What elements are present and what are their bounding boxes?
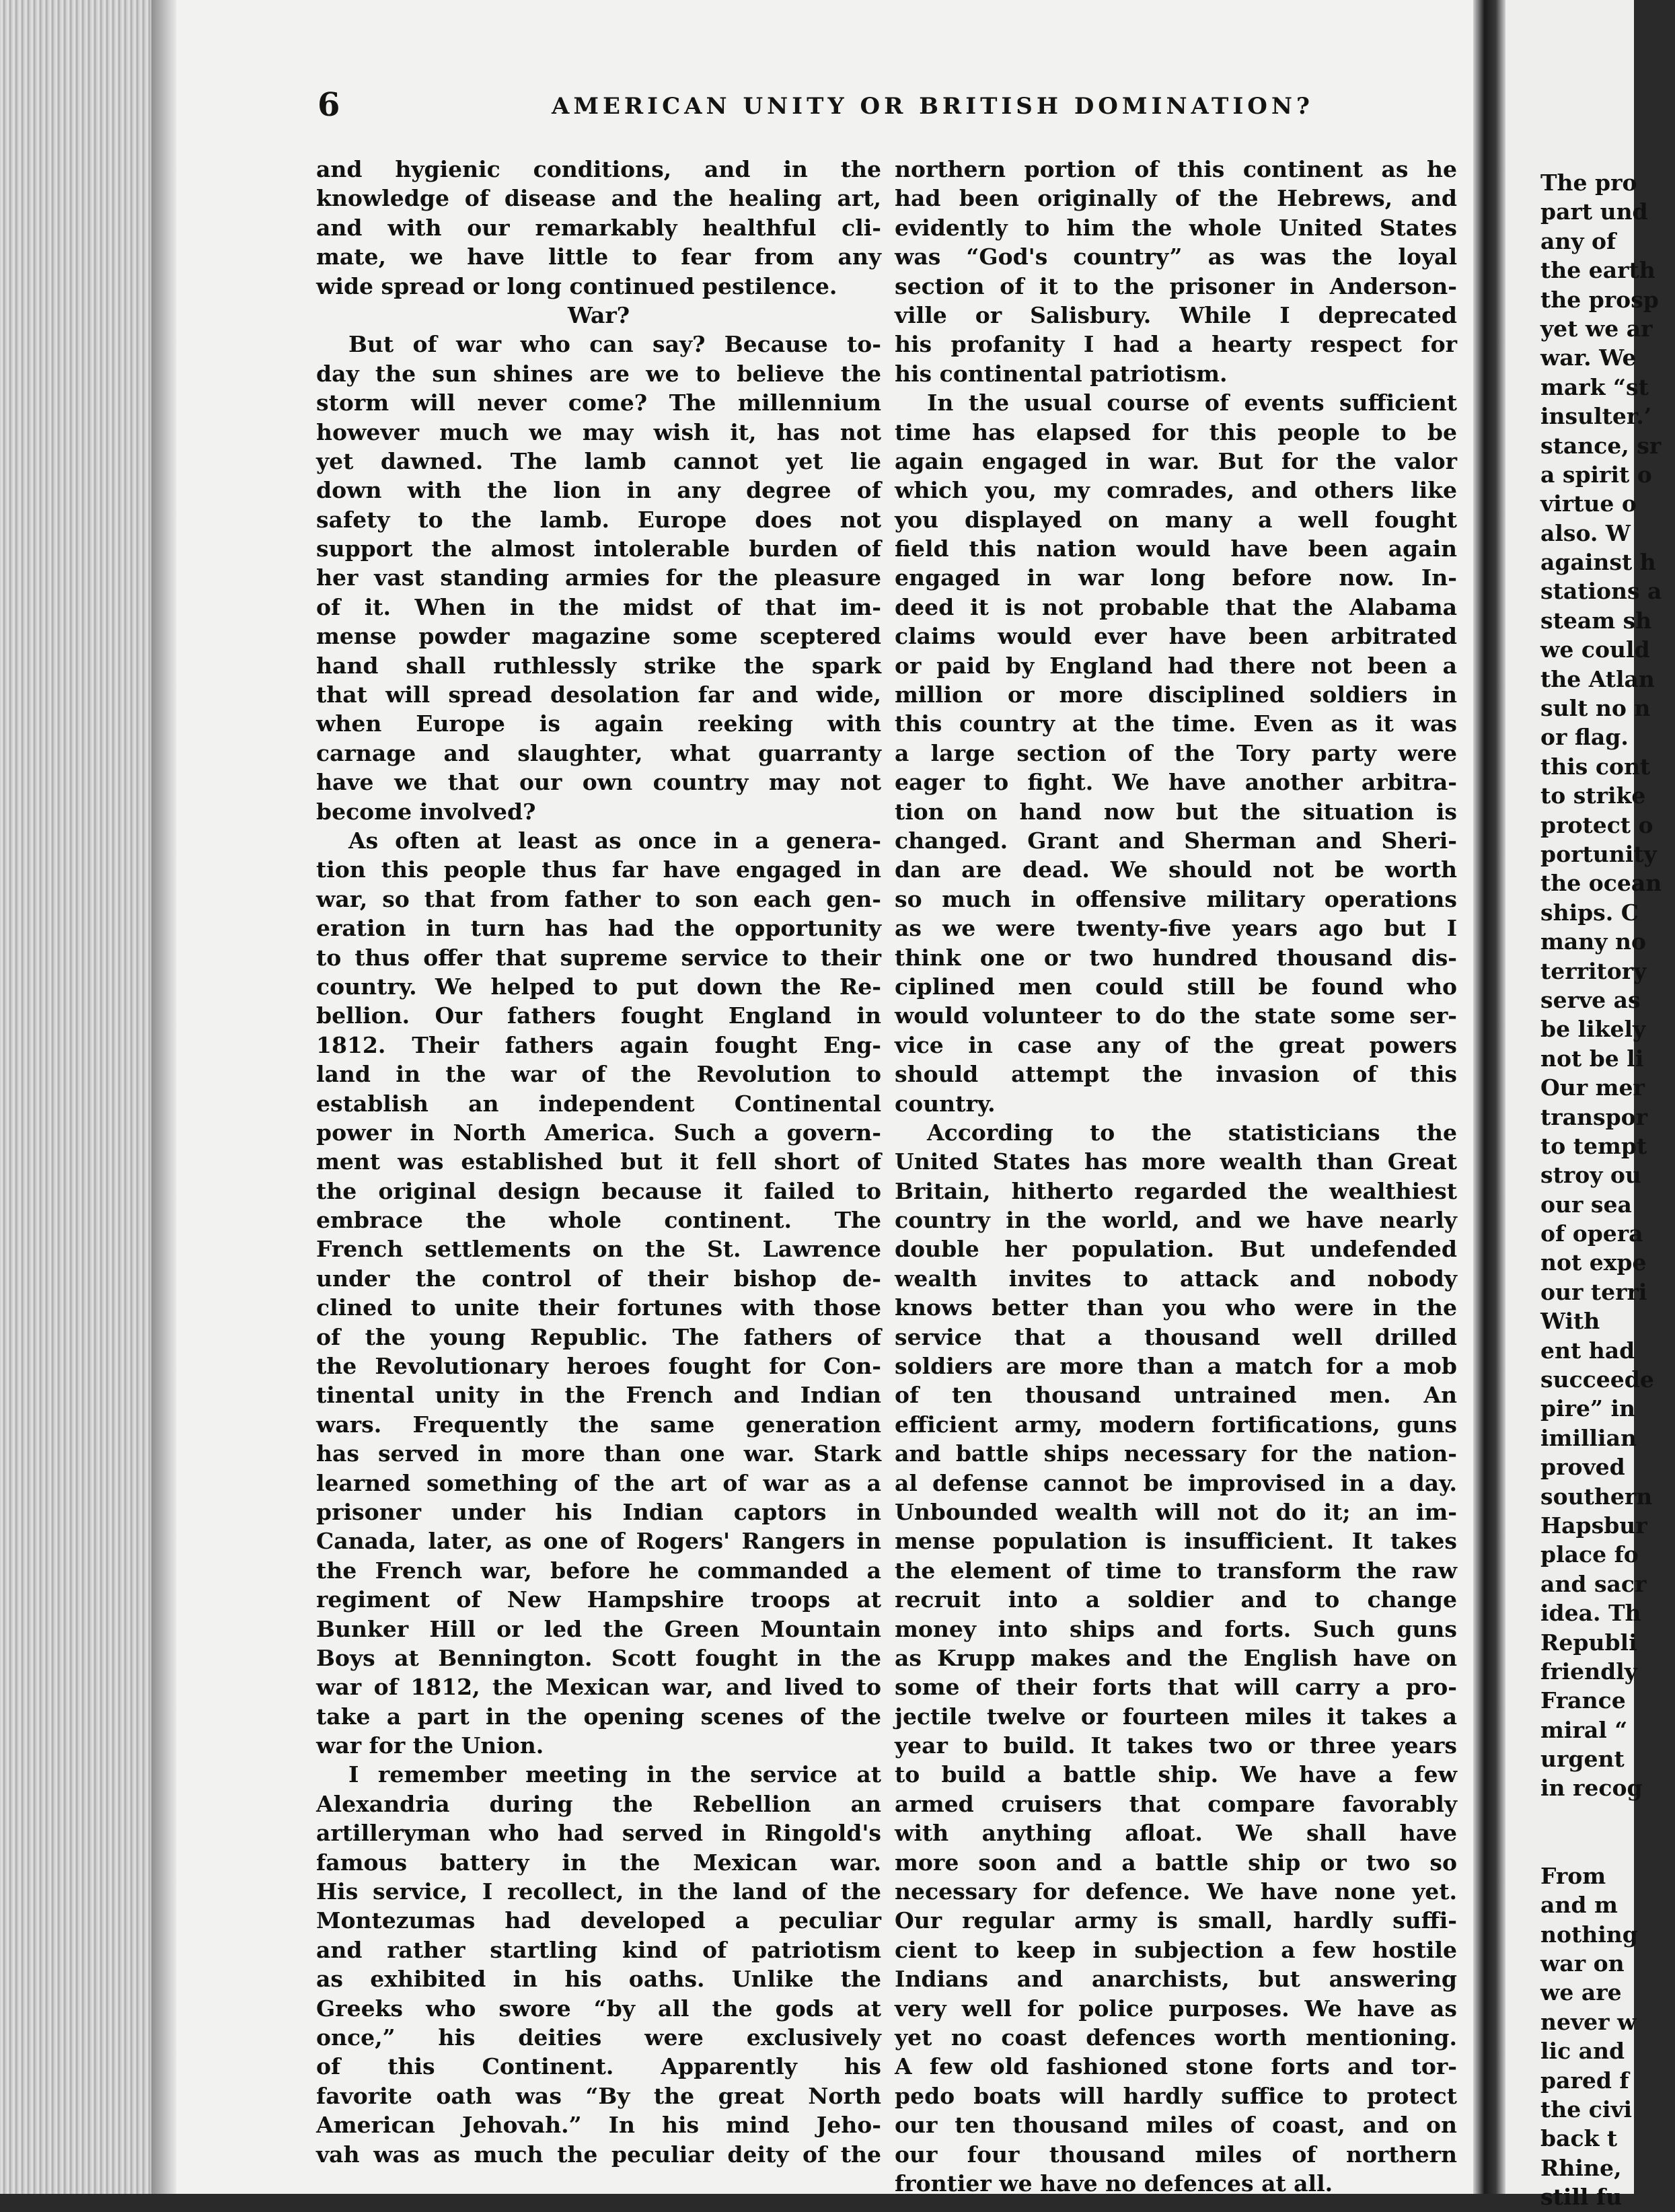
text-column-right	[895, 155, 1457, 2198]
text-line: to strike	[1540, 782, 1646, 809]
text-line: engaged in war long before now. In-	[895, 564, 1457, 591]
text-line: learned something of the art of war as a	[316, 1469, 881, 1496]
text-line: ment was established but it fell short of	[316, 1148, 881, 1175]
text-line: war. We	[1540, 344, 1637, 371]
text-line: think one or two hundred thousand dis-	[895, 944, 1457, 971]
text-line: with anything afloat. We shall have	[895, 1820, 1457, 1847]
text-line: war of 1812, the Mexican war, and lived to	[316, 1674, 881, 1701]
text-line: of it. When in the midst of that im-	[316, 593, 881, 620]
text-line: our terri	[1540, 1278, 1647, 1305]
text-line: ships. C	[1540, 899, 1639, 926]
page-header	[318, 86, 1427, 126]
text-line: and battle ships necessary for the nation-	[895, 1440, 1457, 1467]
text-line: the element of time to transform the raw	[895, 1557, 1457, 1584]
text-line: our sea	[1540, 1191, 1632, 1218]
book-page-edges	[0, 0, 151, 2194]
text-line: frontier we have no defences at all.	[895, 2170, 1333, 2197]
text-line: stations a	[1540, 578, 1662, 605]
text-line: this country at the time. Even as it was	[895, 710, 1457, 737]
text-line: war on	[1540, 1950, 1625, 1977]
text-line: wide spread or long continued pestilence.	[316, 272, 838, 299]
text-line: southern	[1540, 1483, 1653, 1510]
text-line: regiment of New Hampshire troops at	[316, 1586, 881, 1613]
text-line: you displayed on many a well fought	[895, 506, 1457, 533]
book-spine	[1473, 0, 1505, 2194]
text-line: hand shall ruthlessly strike the spark	[316, 652, 881, 679]
text-line: in recog	[1540, 1775, 1643, 1802]
text-line: France	[1540, 1687, 1626, 1714]
text-line: the original design because it failed to	[316, 1177, 881, 1204]
text-line: not expe	[1540, 1249, 1647, 1276]
text-line: this cont	[1540, 753, 1651, 780]
text-line: some of their forts that will carry a pro-	[895, 1674, 1457, 1701]
text-line: a spirit o	[1540, 461, 1652, 488]
text-line: again engaged in war. But for the valor	[895, 447, 1457, 474]
text-line: more soon and a battle ship or two so	[895, 1849, 1457, 1876]
text-line: mate, we have little to fear from any	[316, 244, 881, 270]
text-line: Montezumas had developed a peculiar	[316, 1907, 881, 1934]
text-line: and rather startling kind of patriotism	[316, 1936, 881, 1963]
text-line: back t	[1540, 2125, 1618, 2152]
text-line: service that a thousand well drilled	[895, 1323, 1457, 1350]
text-line: and m	[1540, 1892, 1618, 1919]
text-line: not be li	[1540, 1045, 1644, 1072]
text-line: protect o	[1540, 811, 1653, 838]
text-line: knowledge of disease and the healing art,	[316, 185, 881, 212]
text-line: section of it to the prisoner in Anderson-	[895, 272, 1457, 299]
text-line: vice in case any of the great powers	[895, 1031, 1457, 1058]
text-line: and hygienic conditions, and in the	[316, 156, 881, 182]
text-line: In the usual course of events sufficient	[927, 390, 1457, 416]
text-line: soldiers are more than a match for a mob	[895, 1353, 1457, 1380]
text-line: friendly	[1540, 1658, 1637, 1685]
text-line: any of	[1540, 227, 1616, 254]
text-line: northern portion of this continent as he	[895, 156, 1457, 182]
text-line: claims would ever have been arbitrated	[895, 623, 1457, 650]
text-line: country in the world, and we have nearly	[895, 1207, 1457, 1234]
text-line: Hapsbur	[1540, 1512, 1647, 1539]
text-line: of ten thousand untrained men. An	[895, 1382, 1457, 1409]
text-line: day the sun shines are we to believe the	[316, 360, 881, 387]
text-line: million or more disciplined soldiers in	[895, 681, 1457, 708]
text-line: has served in more than one war. Stark	[316, 1440, 881, 1467]
text-line: should attempt the invasion of this	[895, 1061, 1457, 1088]
text-line: tion this people thus far have engaged in	[316, 856, 881, 883]
text-line: country. We helped to put down the Re-	[316, 973, 881, 1000]
text-line: embrace the whole continent. The	[316, 1207, 881, 1234]
text-line: have we that our own country may not	[316, 769, 881, 796]
text-line: had been originally of the Hebrews, and	[895, 185, 1457, 212]
text-line: our four thousand miles of northern	[895, 2141, 1457, 2168]
text-line: virtue o	[1540, 490, 1637, 517]
text-line: take a part in the opening scenes of the	[316, 1703, 881, 1730]
text-line: a large section of the Tory party were	[895, 739, 1457, 766]
gutter-shadow	[151, 0, 178, 2194]
text-line: imillian	[1540, 1424, 1637, 1451]
text-line: tinental unity in the French and Indian	[316, 1382, 881, 1409]
text-line: we could	[1540, 636, 1650, 663]
text-line: the Revolutionary heroes fought for Con-	[316, 1353, 881, 1380]
text-line: efficient army, modern fortifications, guns	[895, 1411, 1457, 1438]
text-line: safety to the lamb. Europe does not	[316, 506, 881, 533]
text-line: to build a battle ship. We have a few	[895, 1761, 1457, 1788]
text-line: mark “st	[1540, 373, 1649, 400]
text-line: insulter.’	[1540, 403, 1652, 430]
text-line: His service, I recollect, in the land of the	[316, 1878, 881, 1905]
text-line: favorite oath was “By the great North	[316, 2082, 881, 2109]
text-line: field this nation would have been again	[895, 536, 1457, 562]
text-line: eager to fight. We have another arbitra-	[895, 769, 1457, 796]
text-line: jectile twelve or fourteen miles it takes a	[895, 1703, 1457, 1730]
text-line: necessary for defence. We have none yet.	[895, 1878, 1457, 1905]
text-line: A few old fashioned stone forts and tor-	[895, 2053, 1457, 2080]
text-line: which you, my comrades, and others like	[895, 477, 1457, 504]
text-line: our ten thousand miles of coast, and on	[895, 2112, 1457, 2139]
text-line: serve as	[1540, 986, 1641, 1013]
text-line: evidently to him the whole United States	[895, 214, 1457, 241]
text-line: steam sh	[1540, 607, 1652, 634]
text-line: prisoner under his Indian captors in	[316, 1498, 881, 1525]
text-line: knows better than you who were in the	[895, 1294, 1457, 1321]
text-line: and with our remarkably healthful cli-	[316, 214, 881, 241]
text-line: we are	[1540, 1979, 1622, 2006]
text-line: war, so that from father to son each gen-	[316, 885, 881, 912]
text-line: the Atlan	[1540, 665, 1655, 692]
text-line: double her population. But undefended	[895, 1236, 1457, 1263]
text-line: mense powder magazine some sceptered	[316, 623, 881, 650]
text-line: the earth	[1540, 257, 1655, 284]
text-line: ent had	[1540, 1337, 1635, 1364]
text-line: ville or Salisbury. While I deprecated	[895, 301, 1457, 328]
text-line: nothing	[1540, 1921, 1638, 1948]
text-line: Republi	[1540, 1629, 1637, 1656]
text-line: very well for police purposes. We have as	[895, 1995, 1457, 2022]
text-line: carnage and slaughter, what guarranty	[316, 739, 881, 766]
text-line: as exhibited in his oaths. Unlike the	[316, 1966, 881, 1993]
text-line: American Jehovah.” In his mind Jeho-	[316, 2112, 881, 2139]
text-line: that will spread desolation far and wide,	[316, 681, 881, 708]
text-line: From	[1540, 1862, 1606, 1889]
text-line: Greeks who swore “by all the gods at	[316, 1995, 881, 2022]
text-line: Indians and anarchists, but answering	[895, 1966, 1457, 1993]
text-line: territory	[1540, 957, 1647, 984]
text-line: Alexandria during the Rebellion an	[316, 1790, 881, 1817]
text-line	[1540, 1803, 1675, 1861]
text-line: the French war, before he commanded a	[316, 1557, 881, 1584]
text-line: According to the statisticians the	[927, 1119, 1457, 1146]
text-line: stroy ou	[1540, 1162, 1641, 1189]
text-line: the ocean	[1540, 870, 1662, 897]
text-line: cient to keep in subjection a few hostile	[895, 1936, 1457, 1963]
text-line: her vast standing armies for the pleasure	[316, 564, 881, 591]
text-line: lic and	[1540, 2038, 1625, 2065]
text-line: al defense cannot be improvised in a day.	[895, 1469, 1457, 1496]
text-line: power in North America. Such a govern-	[316, 1119, 881, 1146]
text-line: proved	[1540, 1454, 1625, 1481]
text-line: French settlements on the St. Lawrence	[316, 1236, 881, 1263]
text-line: down with the lion in any degree of	[316, 477, 881, 504]
text-line: pared f	[1540, 2067, 1629, 2094]
text-line: bellion. Our fathers fought England in	[316, 1002, 881, 1029]
text-line: idea. Th	[1540, 1600, 1641, 1627]
text-line: many no	[1540, 928, 1646, 955]
text-line: still fu	[1540, 2184, 1623, 2211]
text-line: the civi	[1540, 2096, 1633, 2123]
text-line: Canada, later, as one of Rogers' Rangers in	[316, 1528, 881, 1555]
text-line: or paid by England had there not been a	[895, 652, 1457, 679]
text-line: Our regular army is small, hardly suffi-	[895, 1907, 1457, 1934]
text-line: changed. Grant and Sherman and Sheri-	[895, 827, 1457, 854]
text-line: ciplined men could still be found who	[895, 973, 1457, 1000]
text-line: vah was as much the peculiar deity of the	[316, 2141, 881, 2168]
text-line: would volunteer to do the state some ser-	[895, 1002, 1457, 1029]
text-line: of the young Republic. The fathers of	[316, 1323, 881, 1350]
text-line: With	[1540, 1308, 1600, 1335]
text-line: Rhine,	[1540, 2154, 1622, 2181]
text-line: tion on hand now but the situation is	[895, 798, 1457, 825]
text-line: country.	[895, 1090, 996, 1117]
text-line: clined to unite their fortunes with those	[316, 1294, 881, 1321]
text-line: or flag.	[1540, 724, 1629, 751]
text-line: become involved?	[316, 798, 536, 825]
text-line: against h	[1540, 549, 1656, 576]
text-line: As often at least as once in a genera-	[348, 827, 881, 854]
text-line: 1812. Their fathers again fought Eng-	[316, 1031, 881, 1058]
text-line: sult no n	[1540, 695, 1651, 722]
text-line: war for the Union.	[316, 1732, 544, 1759]
text-line: yet we ar	[1540, 315, 1653, 342]
text-line: of this Continent. Apparently his	[316, 2053, 881, 2080]
text-line: support the almost intolerable burden of	[316, 536, 881, 562]
text-line: his profanity I had a hearty respect for	[895, 331, 1457, 358]
text-line: wars. Frequently the same generation	[316, 1411, 881, 1438]
text-line: dan are dead. We should not be worth	[895, 856, 1457, 883]
text-line: pire” in	[1540, 1395, 1635, 1422]
text-line: portunity	[1540, 840, 1657, 867]
text-line: Our mer	[1540, 1074, 1645, 1101]
text-line: recruit into a soldier and to change	[895, 1586, 1457, 1613]
text-line: miral “	[1540, 1716, 1628, 1743]
text-line: of opera	[1540, 1220, 1643, 1247]
text-line: also. W	[1540, 519, 1631, 546]
text-line: succeede	[1540, 1366, 1654, 1393]
text-line: part und	[1540, 198, 1648, 225]
text-column-facing-page	[1540, 168, 1675, 2212]
text-line: eration in turn has had the opportunity	[316, 915, 881, 942]
text-line: armed cruisers that compare favorably	[895, 1790, 1457, 1817]
page-number: 6	[318, 86, 340, 124]
text-line: artilleryman who had served in Ringold's	[316, 1820, 881, 1847]
text-line: storm will never come? The millennium	[316, 390, 881, 416]
text-line: as Krupp makes and the English have on	[895, 1644, 1457, 1671]
text-line: stance, sr	[1540, 432, 1662, 459]
text-line: be likely	[1540, 1016, 1646, 1043]
text-line: so much in offensive military operations	[895, 885, 1457, 912]
text-line: however much we may wish it, has not	[316, 418, 881, 445]
text-line: was “God's country” as was the loyal	[895, 244, 1457, 270]
text-line: the prosp	[1540, 286, 1659, 313]
text-line: United States has more wealth than Great	[895, 1148, 1457, 1175]
text-line: mense population is insufficient. It takes	[895, 1528, 1457, 1555]
text-line: establish an independent Continental	[316, 1090, 881, 1117]
text-line: famous battery in the Mexican war.	[316, 1849, 881, 1876]
text-line: deed it is not probable that the Alabama	[895, 593, 1457, 620]
text-line: Bunker Hill or led the Green Mountain	[316, 1615, 881, 1642]
text-line: yet dawned. The lamb cannot yet lie	[316, 447, 881, 474]
text-line: time has elapsed for this people to be	[895, 418, 1457, 445]
text-line: when Europe is again reeking with	[316, 710, 881, 737]
text-line: to thus offer that supreme service to their	[316, 944, 881, 971]
text-line: I remember meeting in the service at	[348, 1761, 881, 1788]
text-line: year to build. It takes two or three years	[895, 1732, 1457, 1759]
text-line: his continental patriotism.	[895, 360, 1228, 387]
text-line: to tempt	[1540, 1132, 1647, 1159]
text-line: pedo boats will hardly suffice to protect	[895, 2082, 1457, 2109]
text-line: and sacr	[1540, 1570, 1647, 1597]
text-line: under the control of their bishop de-	[316, 1265, 881, 1292]
text-line: But of war who can say? Because to-	[348, 331, 881, 358]
text-line: transpor	[1540, 1103, 1648, 1130]
text-line: Boys at Bennington. Scott fought in the	[316, 1644, 881, 1671]
text-line: Britain, hitherto regarded the wealthiest	[895, 1177, 1457, 1204]
text-line: The pro	[1540, 170, 1637, 196]
text-line: wealth invites to attack and nobody	[895, 1265, 1457, 1292]
text-line: once,” his deities were exclusively	[316, 2024, 881, 2051]
text-line: land in the war of the Revolution to	[316, 1061, 881, 1088]
text-column-left	[316, 155, 881, 2169]
text-line: place fo	[1540, 1541, 1639, 1568]
text-line: never w	[1540, 2008, 1637, 2035]
text-line: urgent	[1540, 1746, 1625, 1773]
text-line: yet no coast defences worth mentioning.	[895, 2024, 1457, 2051]
text-line: money into ships and forts. Such guns	[895, 1615, 1457, 1642]
text-line: as we were twenty-five years ago but I	[895, 915, 1457, 942]
text-line: Unbounded wealth will not do it; an im-	[895, 1498, 1457, 1525]
section-heading: War?	[567, 301, 630, 328]
running-title: AMERICAN UNITY OR BRITISH DOMINATION?	[552, 93, 1314, 120]
